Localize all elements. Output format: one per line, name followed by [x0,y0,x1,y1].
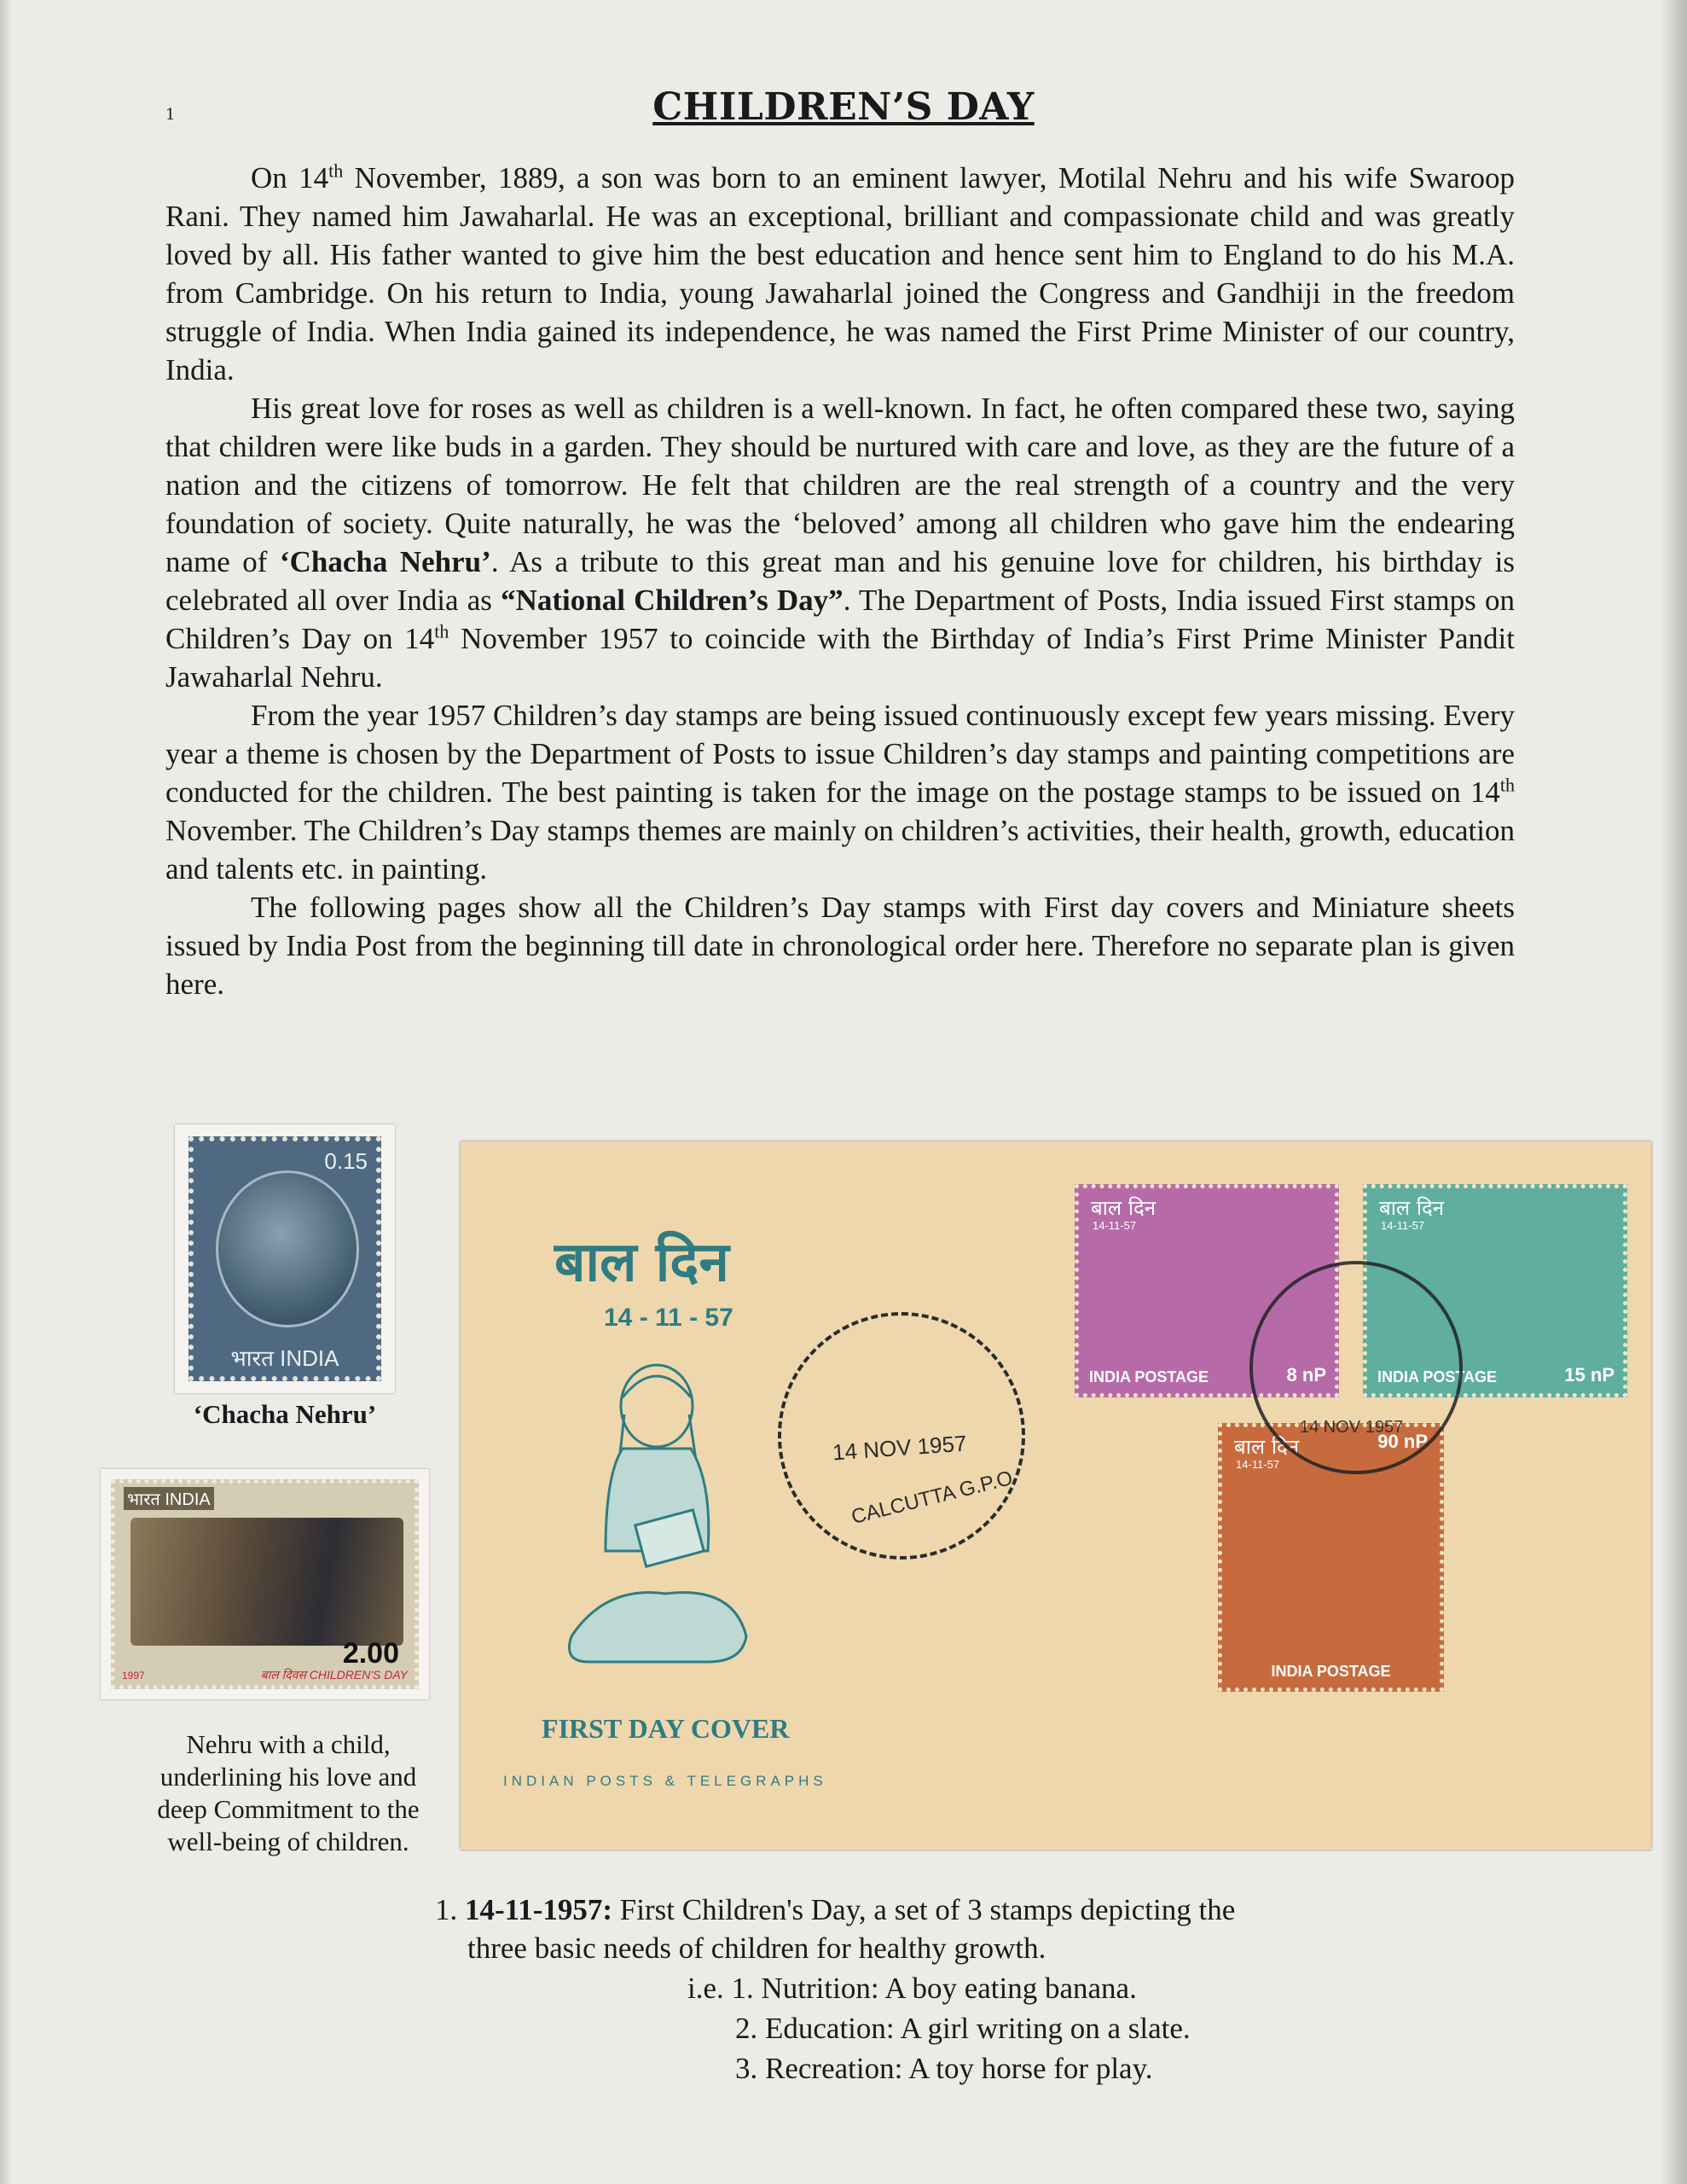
stamp-hindi: बाल दिन [1379,1196,1445,1220]
body-text [165,159,1515,1003]
postmark-date: 14 NOV 1957 [1300,1418,1404,1437]
paragraph-4: The following pages show all the Children’s Day stamps with First day covers and Miniature sheets issued by India Post from the beginning till date in chronological order here. Therefore no separate plan is given here. [165,891,1515,1001]
text-run: First Children's Day, a set of 3 stamps depicting the [612,1893,1236,1926]
postmark-on-stamps [1249,1261,1463,1474]
stamp-nehru-with-child [101,1469,429,1699]
stamp-date: 14-11-57 [1093,1219,1137,1232]
stamp-country: भारत INDIA [230,1345,339,1371]
stamp-image [188,1136,381,1381]
stamp-hindi: बाल दिन [1091,1196,1157,1220]
paragraph-1 [165,159,1515,389]
superscript: th [1499,774,1515,796]
stamp-caption-chacha-nehru: ‘Chacha Nehru’ [193,1399,377,1429]
stamp-value: 8 nP [1286,1364,1326,1385]
girl-with-slate-illustration [554,1355,759,1713]
text-run: From the year 1957 Children’s day stamps are being issued continuously except few years missing. Every year a theme is chosen by the Department of Posts to issue Children’s day stamps and painting competitions are conducted for the children. The best painting is taken for the image on the postage stamps to be issued on 14 [165,699,1515,809]
stamp-value: 0.15 [324,1148,368,1174]
postmark-date: 14 NOV 1957 [832,1430,968,1466]
list-line: three basic needs of children for healthy growth. [467,1931,1046,1965]
stamp-value: 15 nP [1564,1364,1615,1385]
stamp-image [111,1479,419,1689]
list-number: 1. [435,1893,465,1926]
stamp-value: 90 nP [1377,1431,1428,1452]
superscript: th [434,620,449,642]
stamp-label: INDIA POSTAGE [1089,1368,1209,1385]
bold-text: ‘Chacha Nehru’ [279,545,491,578]
list-line [435,1891,1235,1929]
stamp-date: 14-11-57 [1381,1219,1425,1232]
indian-posts-label: INDIAN POSTS & TELEGRAPHS [503,1773,827,1789]
text-run: November. The Children’s Day stamps themes are mainly on children’s activities, their health, growth, education and talents etc. in painting. [165,814,1515,886]
page-title: CHILDREN’S DAY [652,85,1035,129]
stamp-hindi: बाल दिन [1234,1435,1300,1459]
nehru-coin-portrait [216,1170,359,1327]
stamp-inscription: बाल दिवस CHILDREN'S DAY [260,1668,408,1682]
page-edge-left [0,0,12,2184]
page-edge-right [1661,0,1687,2184]
stamp-country: भारत INDIA [124,1487,214,1510]
text-run: . The Department of Posts, India issued First stamps on Children’s Day on 14 [165,584,1516,655]
text-run: . As a tribute to this great man and his genuine love for children, his birthday is celebrated all over India as [165,545,1516,617]
stamp-value: 2.00 [342,1637,399,1670]
paragraph-3 [165,696,1515,888]
cover-date: 14 - 11 - 57 [604,1304,733,1332]
postmark-calcutta [778,1312,1025,1560]
list-line: 3. Recreation: A toy horse for play. [735,2052,1153,2085]
stamp-caption-nehru-with-child: Nehru with a child, underlining his love and deep Commitment to the well-being of children. [157,1729,420,1856]
superscript: th [328,160,344,182]
list-line: 2. Education: A girl writing on a slate. [735,2012,1191,2045]
text-run: November 1957 to coincide with the Birthday of India’s First Prime Minister Pandit Jawaharlal Nehru. [165,622,1515,694]
stamp-label: INDIA POSTAGE [1377,1368,1498,1385]
stamp-label: INDIA POSTAGE [1271,1663,1391,1680]
postmark-city: CALCUTTA G.P.O [849,1466,1016,1530]
nehru-with-child-photo [130,1518,403,1646]
bold-text: “National Children’s Day” [501,584,844,617]
first-day-cover-label: FIRST DAY COVER [542,1713,790,1744]
stamp-year: 1997 [122,1670,145,1682]
first-day-cover [461,1141,1651,1850]
stamp-chacha-nehru [175,1124,395,1393]
stamp-date: 14-11-57 [1236,1458,1280,1471]
text-run: November, 1889, a son was born to an eminent lawyer, Motilal Nehru and his wife Swaroop Rani. They named him Jawaharlal. He was an exceptional, brilliant and compassionate child and was greatly loved by all. His father wanted to give him the best education and hence sent him to England to do his M.A. from Cambridge. On his return to India, young Jawaharlal joined the Congress and Gandhiji in the freedom struggle of India. When India gained its independence, he was named the First Prime Minister of our country, India. [165,161,1515,386]
page-number: 1 [165,106,176,124]
list-line: i.e. 1. Nutrition: A boy eating banana. [687,1972,1137,2005]
list-date: 14-11-1957: [465,1893,613,1926]
text-run: On 14 [251,161,329,195]
text-run: His great love for roses as well as children is a well-known. In fact, he often compared these two, saying that children were like buds in a garden. They should be nurtured with care and love, as they are the future of a nation and the citizens of tomorrow. He felt that children are the real strength of a country and the very foundation of society. Quite naturally, he was the ‘beloved’ among all children who gave him the endearing name of [165,392,1515,578]
cover-hindi-title: बाल दिन [554,1231,729,1294]
paragraph-2 [165,389,1515,696]
